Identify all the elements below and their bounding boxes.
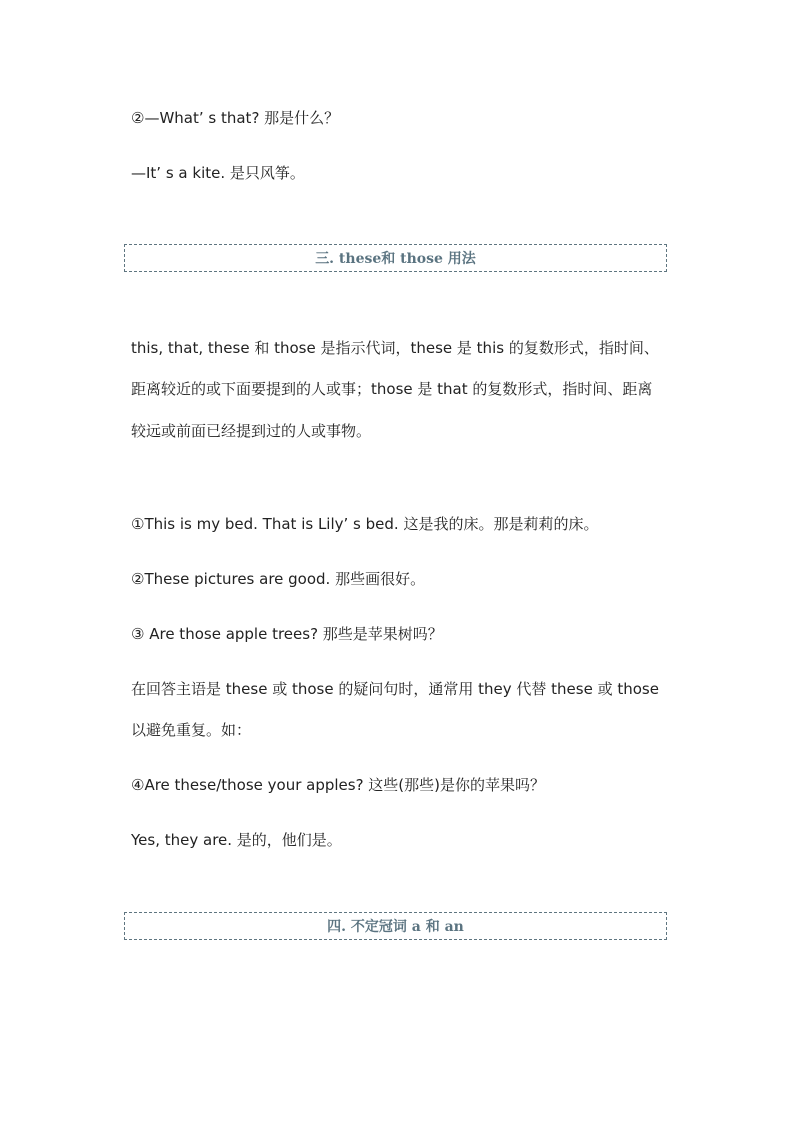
section-4-heading-box: [124, 912, 667, 940]
note-line-1: 在回答主语是 these 或 those 的疑问句时，通常用 they 代替 these 或 those: [131, 680, 659, 698]
section-3-heading: 三. these和 those 用法: [315, 251, 476, 267]
example-1: ①This is my bed. That is Lily’ s bed. 这是我的床。那是莉莉的床。: [131, 515, 599, 533]
example-2: ②These pictures are good. 那些画很好。: [131, 570, 426, 588]
section-3-para-line-3: 较远或前面已经提到过的人或事物。: [131, 422, 372, 440]
section-3-heading-box: [124, 244, 667, 272]
example-4-answer: Yes, they are. 是的，他们是。: [131, 831, 342, 849]
example-4: ④Are these/those your apples? 这些(那些)是你的苹果吗？: [131, 776, 546, 794]
section-4-heading: 四. 不定冠词 a 和 an: [327, 919, 464, 935]
section-3-para-line-1: this, that, these 和 those 是指示代词，these 是 this 的复数形式，指时间、: [131, 339, 659, 357]
example-2-question: ②—What’ s that? 那是什么？: [131, 109, 340, 127]
example-3: ③ Are those apple trees? 那些是苹果树吗？: [131, 625, 443, 643]
section-3-para-line-2: 距离较近的或下面要提到的人或事；those 是 that 的复数形式，指时间、距离: [131, 380, 653, 398]
note-line-2: 以避免重复。如：: [131, 721, 252, 739]
example-2-answer: —It’ s a kite. 是只风筝。: [131, 164, 305, 182]
